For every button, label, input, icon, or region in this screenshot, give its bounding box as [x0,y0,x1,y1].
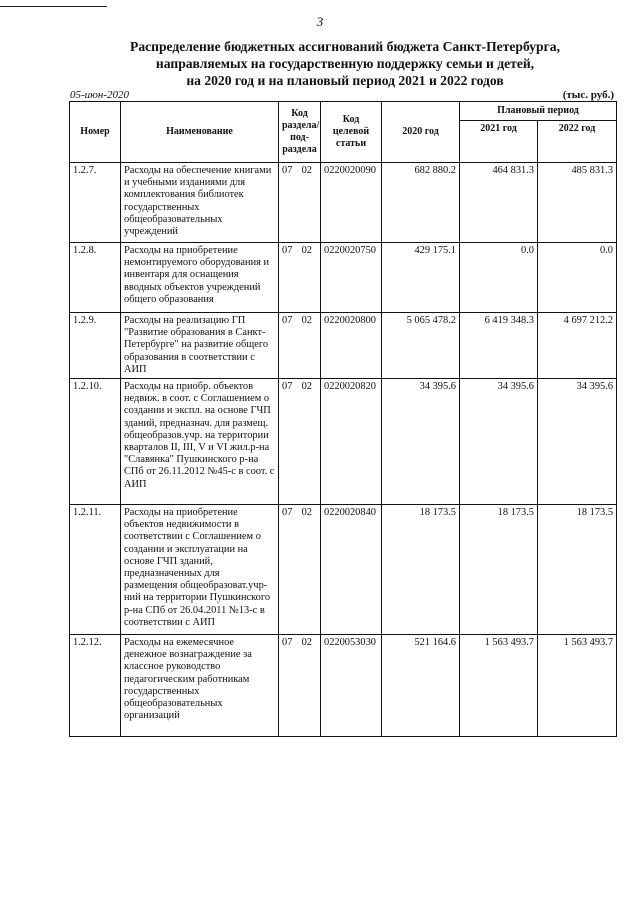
row-target-code: 0220020090 [321,163,382,243]
row-2021: 0.0 [460,243,538,313]
row-target-code: 0220053030 [321,635,382,737]
top-rule [0,6,107,7]
row-2022: 18 173.5 [538,505,617,635]
row-section: 07 [282,637,293,649]
row-section-code [279,635,321,737]
row-subsection: 02 [301,165,312,176]
table-row [70,635,617,737]
row-section-code [279,313,321,379]
row-2020: 682 880.2 [382,163,460,243]
table-row [70,163,617,243]
header-planned-period: Плановый период [460,102,617,121]
title-line-1: Распределение бюджетных ассигнований бюджета Санкт-Петербурга, [130,39,560,54]
row-subsection: 02 [301,637,312,649]
row-target-code: 0220020800 [321,313,382,379]
row-2022: 0.0 [538,243,617,313]
row-name: Расходы на ежемесячное денежное вознаграждение за классное руководство педагогическим работникам государственных общеобразовательных организаций [121,635,279,737]
table-row [70,505,617,635]
row-number: 1.2.7. [70,163,121,243]
row-number: 1.2.11. [70,505,121,635]
title-line-3: на 2020 год и на плановый период 2021 и 2022 годов [186,73,504,88]
header-section-code: Код раздела/ под-раздела [279,102,321,163]
row-section: 07 [282,315,293,326]
row-name: Расходы на приобретение немонтируемого оборудования и инвентаря для оснащения вводных объектов учреждений общего образования [121,243,279,313]
row-2022: 485 831.3 [538,163,617,243]
page-number: 3 [316,14,324,29]
row-2021: 34 395.6 [460,379,538,505]
row-subsection: 02 [301,315,312,326]
document-title [70,38,620,89]
row-2020: 34 395.6 [382,379,460,505]
row-2021: 18 173.5 [460,505,538,635]
title-line-2: направляемых на государственную поддержку семьи и детей, [155,56,535,71]
table-row [70,243,617,313]
row-2020: 5 065 478.2 [382,313,460,379]
header-number: Номер [70,102,121,163]
row-2020: 429 175.1 [382,243,460,313]
row-2021: 6 419 348.3 [460,313,538,379]
units-label: (тыс. руб.) [562,89,614,101]
row-2020: 18 173.5 [382,505,460,635]
row-subsection: 02 [301,381,312,393]
row-section: 07 [282,507,293,519]
row-subsection: 02 [301,245,312,256]
row-2021: 1 563 493.7 [460,635,538,737]
row-section-code [279,243,321,313]
row-target-code: 0220020750 [321,243,382,313]
row-section: 07 [282,245,293,256]
row-number: 1.2.10. [70,379,121,505]
table-row [70,313,617,379]
row-section: 07 [282,381,293,393]
row-section: 07 [282,165,293,176]
row-name: Расходы на приобретение объектов недвижимости в соответствии с Соглашением о создании и эксплуатации на основе ГЧП зданий, предназначенных для размещения общеобразоват.учр-ний на территории Пушкинского р-на СПб от 26.04.2011 №13-с в соответствии с АИП [121,505,279,635]
row-2022: 4 697 212.2 [538,313,617,379]
table-row [70,379,617,505]
row-2020: 521 164.6 [382,635,460,737]
row-2021: 464 831.3 [460,163,538,243]
row-name: Расходы на реализацию ГП "Развитие образования в Санкт-Петербурге" на развитие общего образования в соответствии с АИП [121,313,279,379]
header-target-code: Код целевой статьи [321,102,382,163]
header-2021: 2021 год [460,121,538,163]
row-section-code [279,505,321,635]
row-2022: 34 395.6 [538,379,617,505]
budget-table [69,101,617,737]
row-subsection: 02 [301,507,312,519]
row-number: 1.2.9. [70,313,121,379]
row-section-code [279,379,321,505]
row-number: 1.2.8. [70,243,121,313]
row-name: Расходы на обеспечение книгами и учебными изданиями для комплектования библиотек государственных общеобразовательных учреждений [121,163,279,243]
document-date: 05-июн-2020 [70,89,130,101]
header-2022: 2022 год [538,121,617,163]
header-name: Наименование [121,102,279,163]
row-section-code [279,163,321,243]
row-target-code: 0220020840 [321,505,382,635]
row-name: Расходы на приобр. объектов недвиж. в соот. с Соглашением о создании и экспл. на основе ГЧП зданий, предназнач. для размещ. общеобразов.учр. на территории кварталов II, III, V и VI жил.р-на "Славянка" Пушкинского р-на СПб от 26.11.2012 №45-с в соот. с АИП [121,379,279,505]
header-2020: 2020 год [382,102,460,163]
row-target-code: 0220020820 [321,379,382,505]
row-2022: 1 563 493.7 [538,635,617,737]
row-number: 1.2.12. [70,635,121,737]
